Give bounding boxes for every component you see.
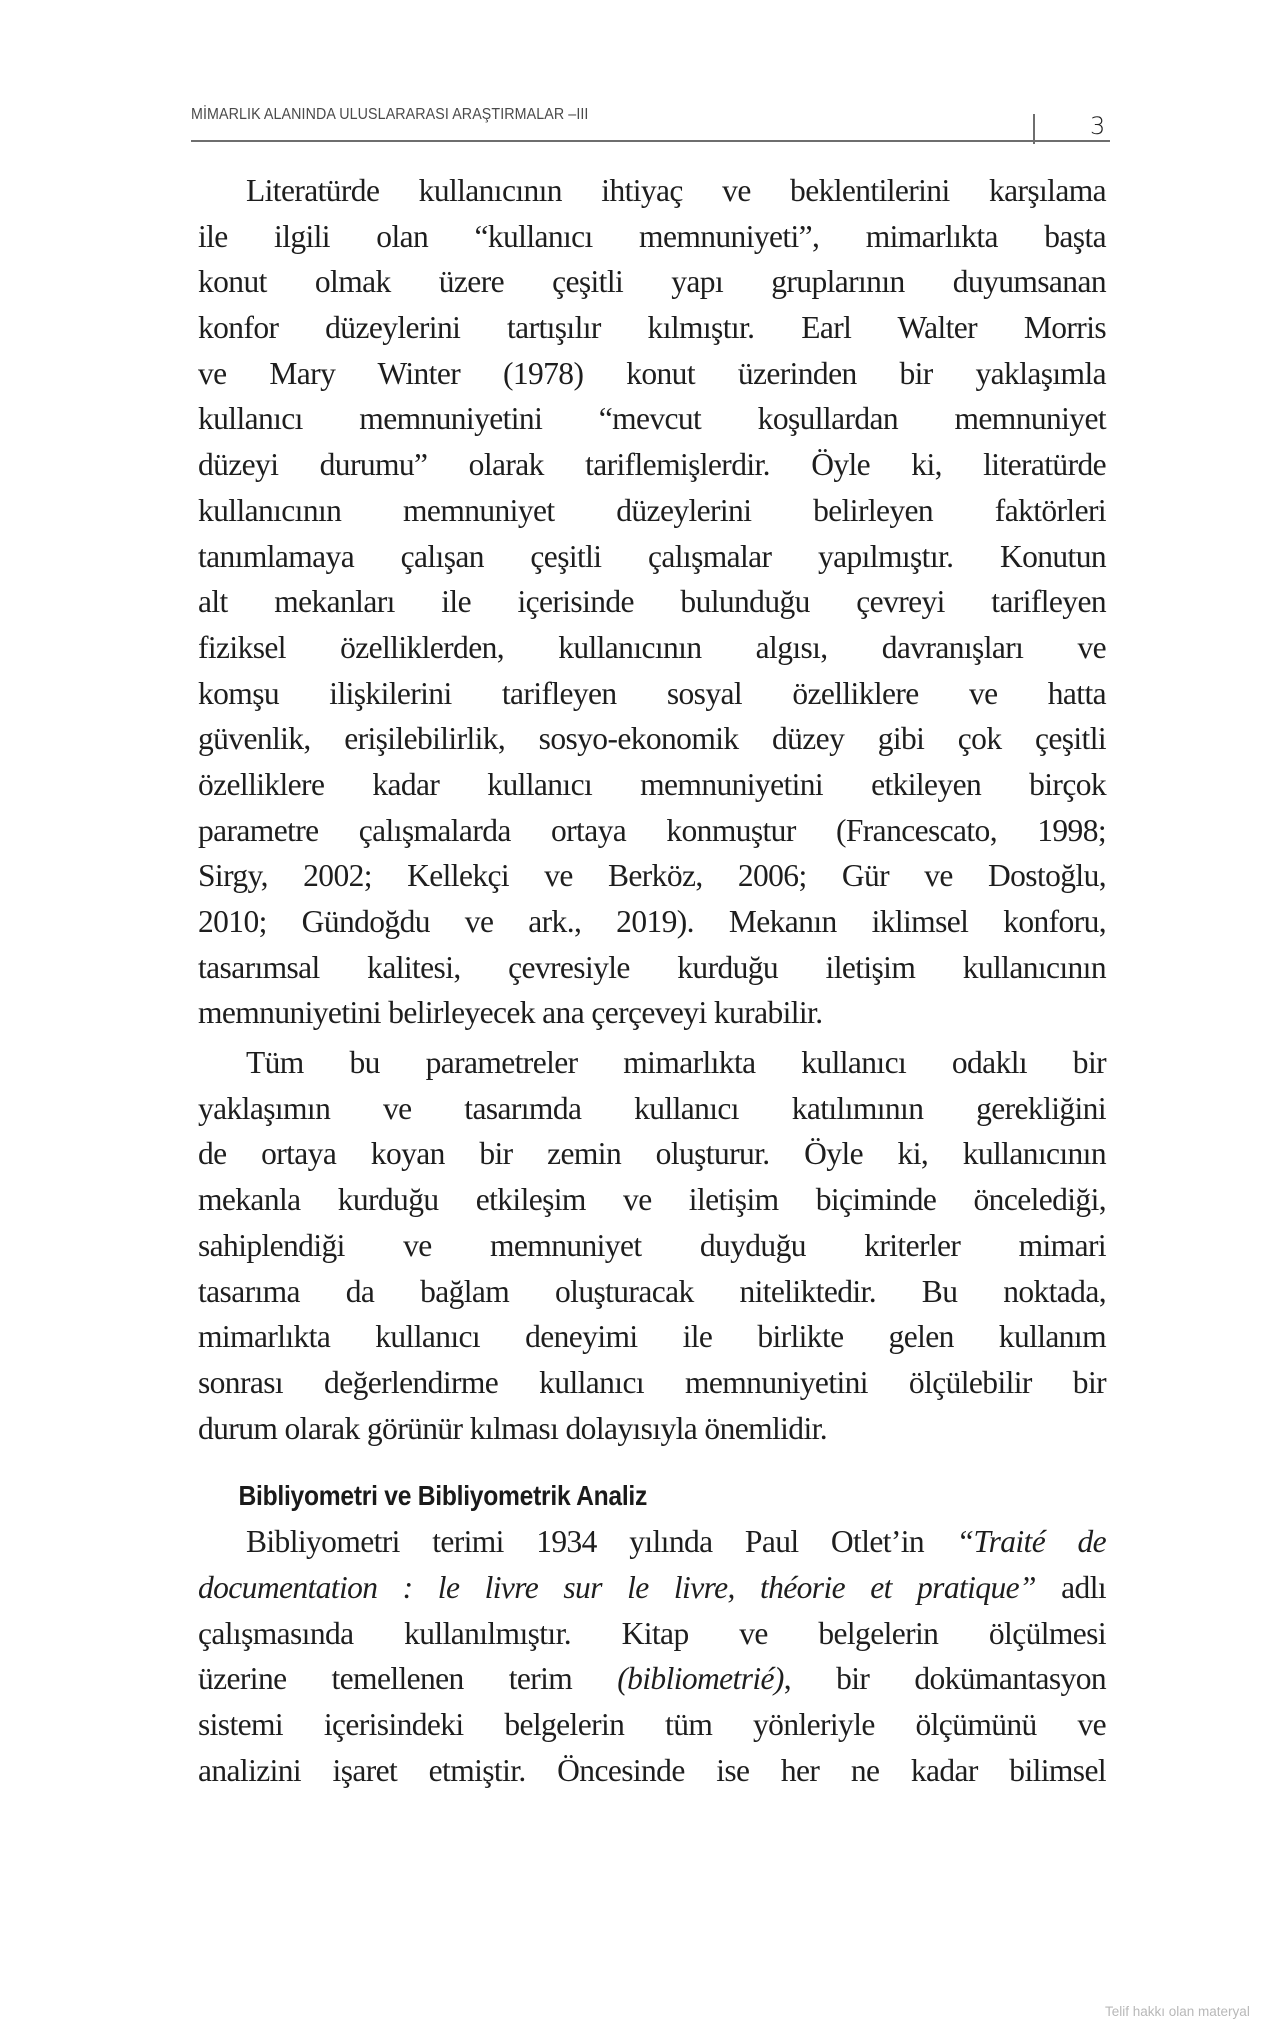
text-line — [198, 1702, 1106, 1748]
text-line: fiziksel özelliklerden, kullanıcının algısı, davranışları ve — [198, 629, 1106, 665]
body-text — [198, 168, 1106, 1797]
text-line — [198, 1748, 1106, 1794]
text-line: durum olarak görünür kılması dolayısıyla önemlidir. — [198, 1410, 828, 1446]
paragraph-bibliometrics — [198, 1519, 1106, 1793]
paragraph-user-satisfaction — [198, 168, 1106, 1036]
text-line: sonrası değerlendirme kullanıcı memnuniyetini ölçülebilir bir — [198, 1364, 1106, 1400]
text-line — [198, 1611, 1106, 1657]
paragraph-user-focused-approach — [198, 1040, 1106, 1451]
text-line: tanımlamaya çalışan çeşitli çalışmalar yapılmıştır. Konutun — [198, 538, 1106, 574]
text-line: Sirgy, 2002; Kellekçi ve Berköz, 2006; Gür ve Dostoğlu, — [198, 858, 1106, 894]
text-line: de ortaya koyan bir zemin oluşturur. Öyle ki, kullanıcının — [198, 1136, 1106, 1172]
text-line: kullanıcı memnuniyetini “mevcut koşullardan memnuniyet — [198, 401, 1106, 437]
text-line: kullanıcının memnuniyet düzeylerini belirleyen faktörleri — [198, 492, 1106, 528]
header-divider — [1033, 114, 1035, 144]
text-span: , bir dokümantasyon — [783, 1661, 1106, 1697]
running-header — [191, 106, 1110, 142]
text-span: Bibliyometri terimi 1934 yılında Paul Otlet’in — [246, 1524, 957, 1560]
text-line: Tüm bu parametreler mimarlıkta kullanıcı odaklı bir — [246, 1045, 1106, 1081]
text-line: ile ilgili olan “kullanıcı memnuniyeti”, mimarlıkta başta — [198, 218, 1106, 254]
text-line: tasarıma da bağlam oluşturacak niteliktedir. Bu noktada, — [198, 1273, 1106, 1309]
text-line: tasarımsal kalitesi, çevresiyle kurduğu iletişim kullanıcının — [198, 949, 1106, 985]
text-span: analizini işaret etmiştir. Öncesinde ise her ne kadar bilimsel — [198, 1752, 1106, 1788]
text-line: memnuniyetini belirleyecek ana çerçeveyi kurabilir. — [198, 995, 823, 1031]
text-line: Literatürde kullanıcının ihtiyaç ve beklentilerini karşılama — [246, 173, 1106, 208]
copyright-watermark: Telif hakkı olan materyal — [1105, 2004, 1250, 2019]
text-line: güvenlik, erişilebilirlik, sosyo-ekonomik düzey gibi çok çeşitli — [198, 721, 1106, 757]
text-line: 2010; Gündoğdu ve ark., 2019). Mekanın iklimsel konforu, — [198, 904, 1106, 939]
italic-text: documentation : le livre sur le livre, théorie et pratique” — [198, 1569, 1036, 1605]
text-line: sahiplendiği ve memnuniyet duyduğu kriterler mimari — [198, 1227, 1106, 1263]
page-number: 3 — [1090, 112, 1106, 140]
section-heading: Bibliyometri ve Bibliyometrik Analiz — [238, 1480, 648, 1512]
text-line — [198, 1565, 1106, 1611]
italic-text: (bibliometrié) — [617, 1661, 784, 1697]
running-title: MİMARLIK ALANINDA ULUSLARARASI ARAŞTIRMALAR –III — [191, 106, 589, 123]
text-line — [198, 1656, 1106, 1702]
text-line: komşu ilişkilerini tarifleyen sosyal özelliklere ve hatta — [198, 675, 1106, 711]
text-line: özelliklere kadar kullanıcı memnuniyetini etkileyen birçok — [198, 766, 1106, 802]
text-span: çalışmasında kullanılmıştır. Kitap ve belgelerin ölçülmesi — [198, 1615, 1106, 1651]
text-line: konfor düzeylerini tartışılır kılmıştır. Earl Walter Morris — [198, 310, 1106, 346]
text-line: ve Mary Winter (1978) konut üzerinden bir yaklaşımla — [198, 355, 1106, 391]
text-line: konut olmak üzere çeşitli yapı gruplarının duyumsanan — [198, 264, 1106, 300]
text-line: parametre çalışmalarda ortaya konmuştur (Francescato, 1998; — [198, 812, 1106, 848]
text-span: adlı — [1035, 1569, 1106, 1605]
text-line: mimarlıkta kullanıcı deneyimi ile birlikte gelen kullanım — [198, 1319, 1106, 1355]
text-line: düzeyi durumu” olarak tariflemişlerdir. Öyle ki, literatürde — [198, 447, 1106, 483]
text-line — [198, 1519, 1106, 1565]
text-span: sistemi içerisindeki belgelerin tüm yönleriyle ölçümünü ve — [198, 1707, 1106, 1742]
italic-text: “Traité de — [956, 1524, 1107, 1560]
text-line: alt mekanları ile içerisinde bulunduğu çevreyi tarifleyen — [198, 584, 1106, 620]
text-line: yaklaşımın ve tasarımda kullanıcı katılımının gerekliğini — [198, 1090, 1106, 1126]
text-span: üzerine temellenen terim — [198, 1661, 618, 1697]
text-line: mekanla kurduğu etkileşim ve iletişim biçiminde öncelediği, — [198, 1182, 1106, 1218]
